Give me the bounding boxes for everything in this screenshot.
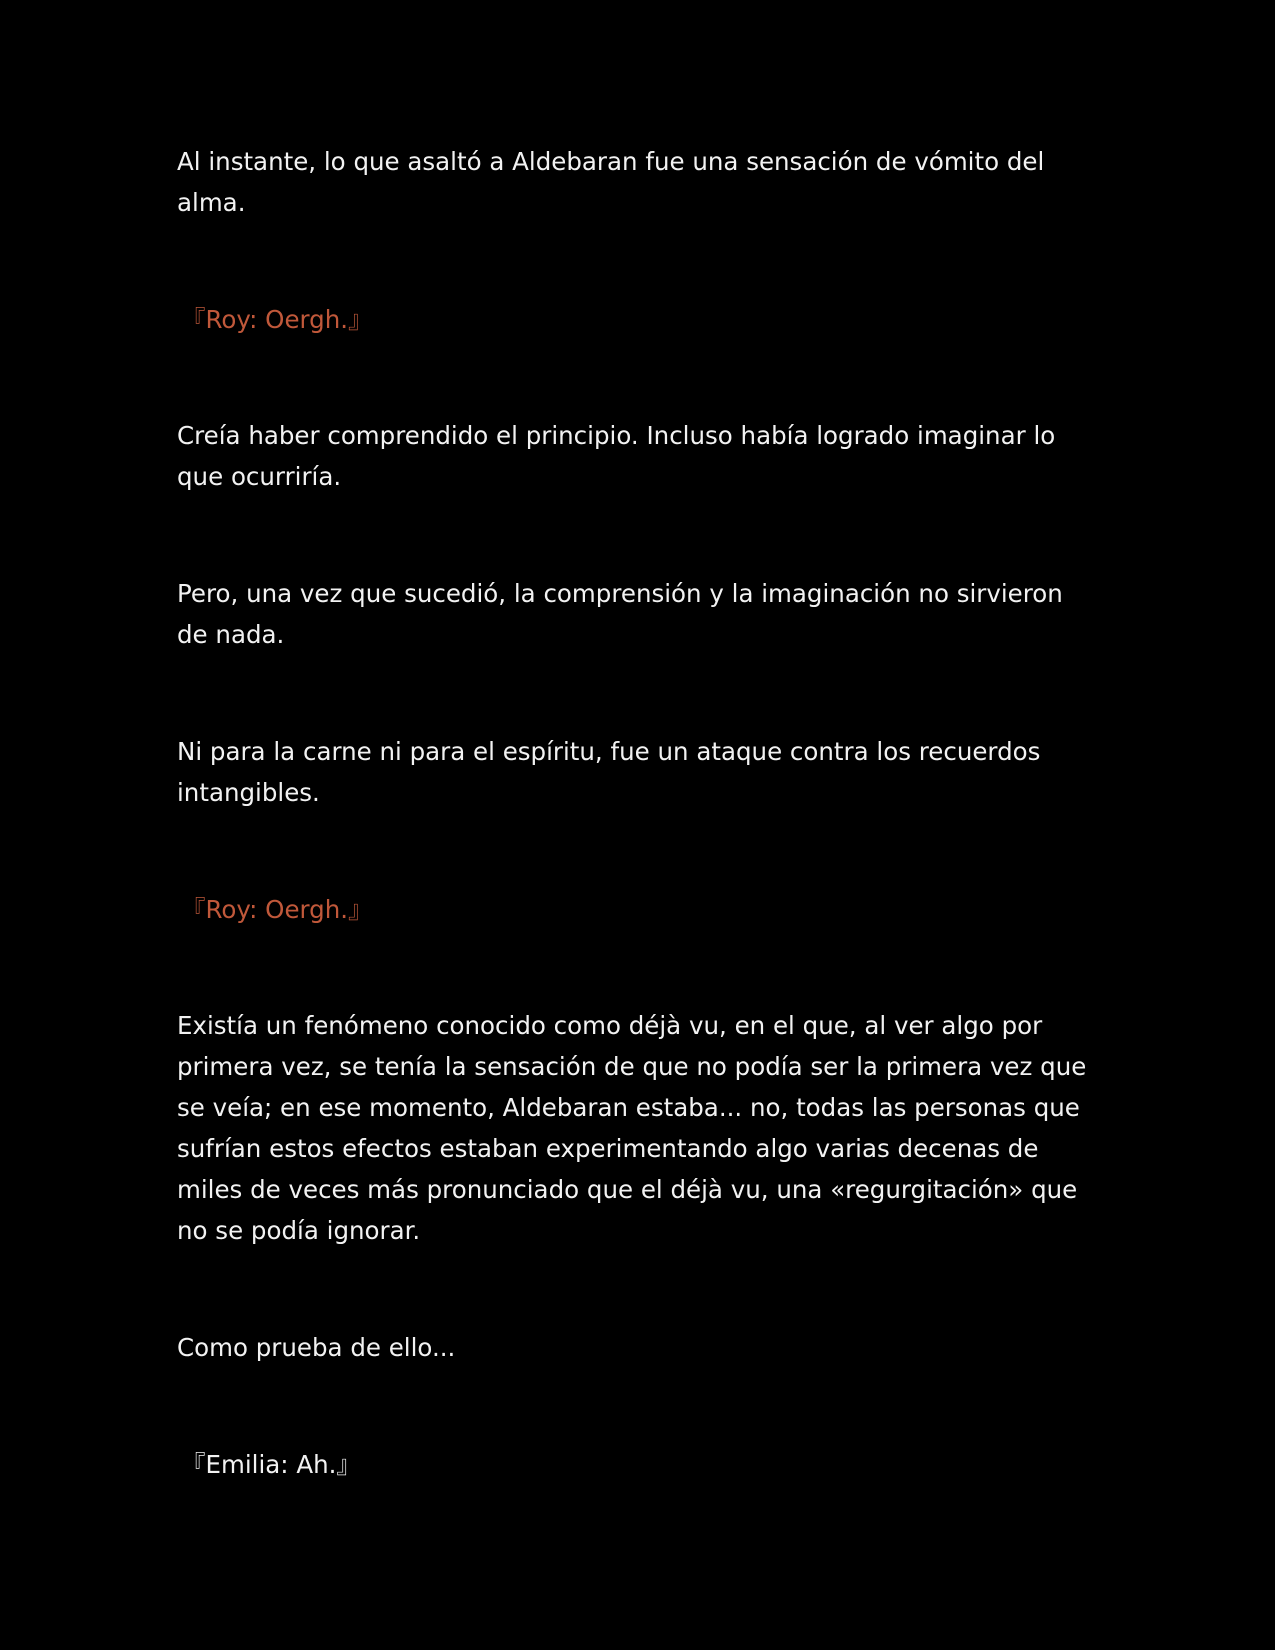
dialogue-line-roy: 『Roy: Oergh.』 (181, 305, 373, 334)
document-page (177, 141, 1092, 1485)
narration-paragraph: Al instante, lo que asaltó a Aldebaran fue una sensación de vómito del alma. (177, 147, 1045, 217)
dialogue-line-roy: 『Roy: Oergh.』 (181, 895, 373, 924)
narration-paragraph: Como prueba de ello... (177, 1333, 456, 1362)
narration-paragraph: Creía haber comprendido el principio. Incluso había logrado imaginar lo que ocurriría. (177, 421, 1056, 491)
dialogue-line-emilia: 『Emilia: Ah.』 (181, 1450, 361, 1479)
narration-paragraph: Ni para la carne ni para el espíritu, fue un ataque contra los recuerdos intangibles. (177, 737, 1041, 807)
narration-paragraph: Pero, una vez que sucedió, la comprensión y la imaginación no sirvieron de nada. (177, 579, 1063, 649)
narration-paragraph: Existía un fenómeno conocido como déjà vu, en el que, al ver algo por primera vez, se tenía la sensación de que no podía ser la primera vez que se veía; en ese momento, Aldebaran estaba... no, todas las personas que sufrían estos efectos estaban experimentando algo varias decenas de miles de veces más pronunciado que el déjà vu, una «regurgitación» que no se podía ignorar. (177, 1011, 1087, 1245)
